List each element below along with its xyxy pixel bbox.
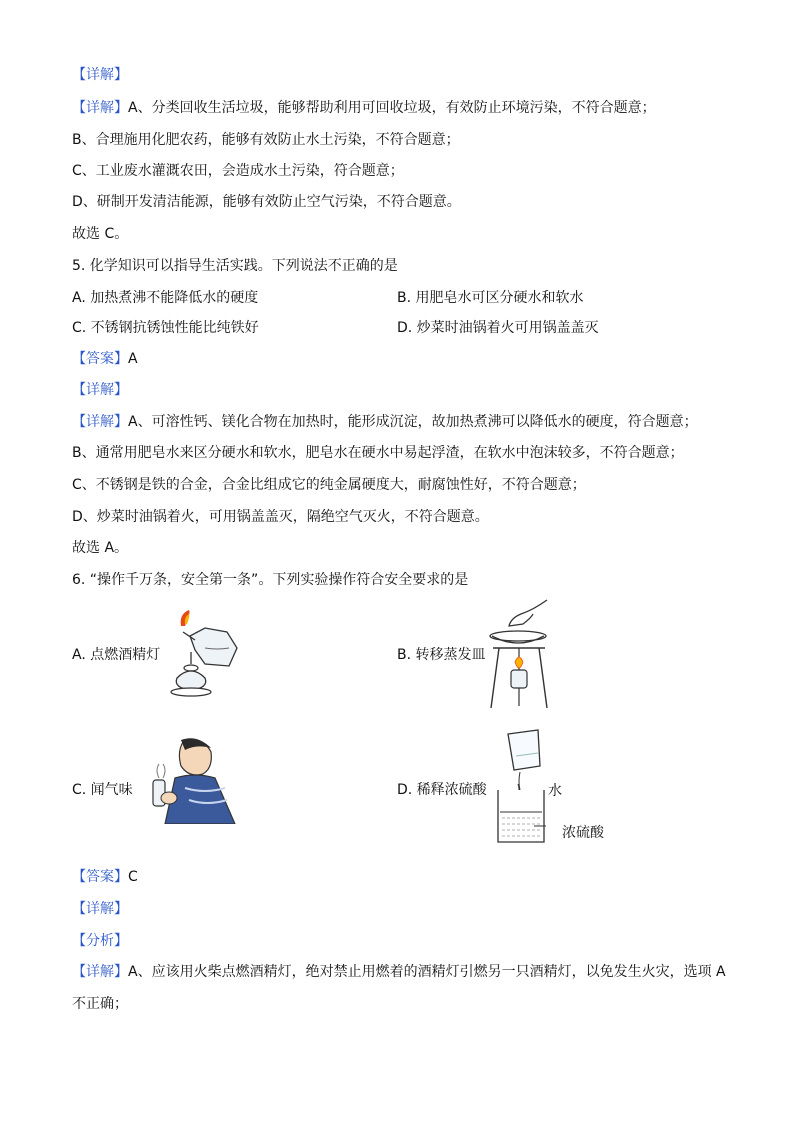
q5-answer	[72, 349, 138, 369]
q5-option-b: B. 用肥皂水可区分硬水和软水	[397, 290, 584, 306]
hand-icon	[509, 600, 547, 626]
q6-option-b-label: B. 转移蒸发皿	[397, 647, 486, 663]
q5-detail-a	[72, 412, 698, 432]
q5-option-a: A. 加热煮沸不能降低水的硬度	[72, 290, 259, 306]
evaporating-dish-figure	[487, 598, 552, 710]
alcohol-lamp-lighting-figure	[165, 608, 250, 698]
q4-detail-a	[72, 98, 656, 118]
q5-detail-c: C、不锈钢是铁的合金，合金比组成它的纯金属硬度大，耐腐蚀性好，不符合题意；	[72, 477, 586, 493]
detail-tag: 【详解】	[72, 414, 128, 430]
q5-answer-value: A	[128, 351, 138, 367]
q6-option-c-label: C. 闻气味	[72, 782, 133, 798]
q5-option-d: D. 炒菜时油锅着火可用锅盖盖灭	[397, 320, 599, 336]
q5-conclusion: 故选 A。	[72, 540, 129, 556]
q6-stem: 6. “操作千万条，安全第一条”。下列实验操作符合安全要求的是	[72, 572, 469, 588]
q6-analysis-heading: 【分析】	[72, 933, 128, 949]
q6-answer-value: C	[128, 869, 138, 885]
q5-detail-heading: 【详解】	[72, 382, 128, 398]
acid-label: 浓硫酸	[562, 825, 604, 841]
q6-detail-heading: 【详解】	[72, 901, 128, 917]
receiving-beaker-icon	[498, 790, 544, 842]
q6-detail-a-line1	[72, 962, 726, 982]
q4-detail-c: C、工业废水灌溉农田，会造成水土污染，符合题意；	[72, 163, 404, 179]
q4-detail-heading: 【详解】	[72, 67, 128, 83]
q4-detail-b: B、合理施用化肥农药，能够有效防止水土污染，不符合题意；	[72, 132, 460, 148]
q5-option-c: C. 不锈钢抗锈蚀性能比纯铁好	[72, 320, 259, 336]
q4-detail-d: D、研制开发清洁能源，能够有效防止空气污染，不符合题意。	[72, 194, 461, 210]
answer-tag: 【答案】	[72, 351, 128, 367]
q6-answer	[72, 867, 138, 887]
q4-detail-a-text: A、分类回收生活垃圾，能够帮助利用可回收垃圾，有效防止环境污染，不符合题意；	[128, 100, 656, 116]
q6-option-a-label: A. 点燃酒精灯	[72, 647, 161, 663]
water-label: 水	[548, 783, 562, 799]
flame-icon	[515, 657, 523, 668]
answer-tag: 【答案】	[72, 869, 128, 885]
pouring-beaker-icon	[508, 730, 540, 770]
q5-detail-b: B、通常用肥皂水来区分硬水和软水，肥皂水在硬水中易起浮渣，在软水中泡沫较多，不符合题意；	[72, 445, 684, 461]
q5-detail-a-text: A、可溶性钙、镁化合物在加热时，能形成沉淀，故加热煮沸可以降低水的硬度，符合题意；	[128, 414, 698, 430]
smelling-gas-figure	[145, 738, 240, 824]
q6-detail-a-text: A、应该用火柴点燃酒精灯，绝对禁止用燃着的酒精灯引燃另一只酒精灯，以免发生火灾，选项 A	[128, 964, 726, 980]
q6-detail-a-line2: 不正确；	[72, 996, 128, 1012]
q5-stem: 5. 化学知识可以指导生活实践。下列说法不正确的是	[72, 258, 398, 274]
dilution-figure	[494, 726, 546, 846]
detail-tag: 【详解】	[72, 964, 128, 980]
detail-tag: 【详解】	[72, 100, 128, 116]
burner-icon	[511, 670, 527, 688]
q5-detail-d: D、炒菜时油锅着火，可用锅盖盖灭，隔绝空气灭火，不符合题意。	[72, 509, 489, 525]
q6-option-d-label: D. 稀释浓硫酸	[397, 782, 487, 798]
q4-conclusion: 故选 C。	[72, 226, 129, 242]
tilted-lamp-icon	[181, 610, 237, 666]
